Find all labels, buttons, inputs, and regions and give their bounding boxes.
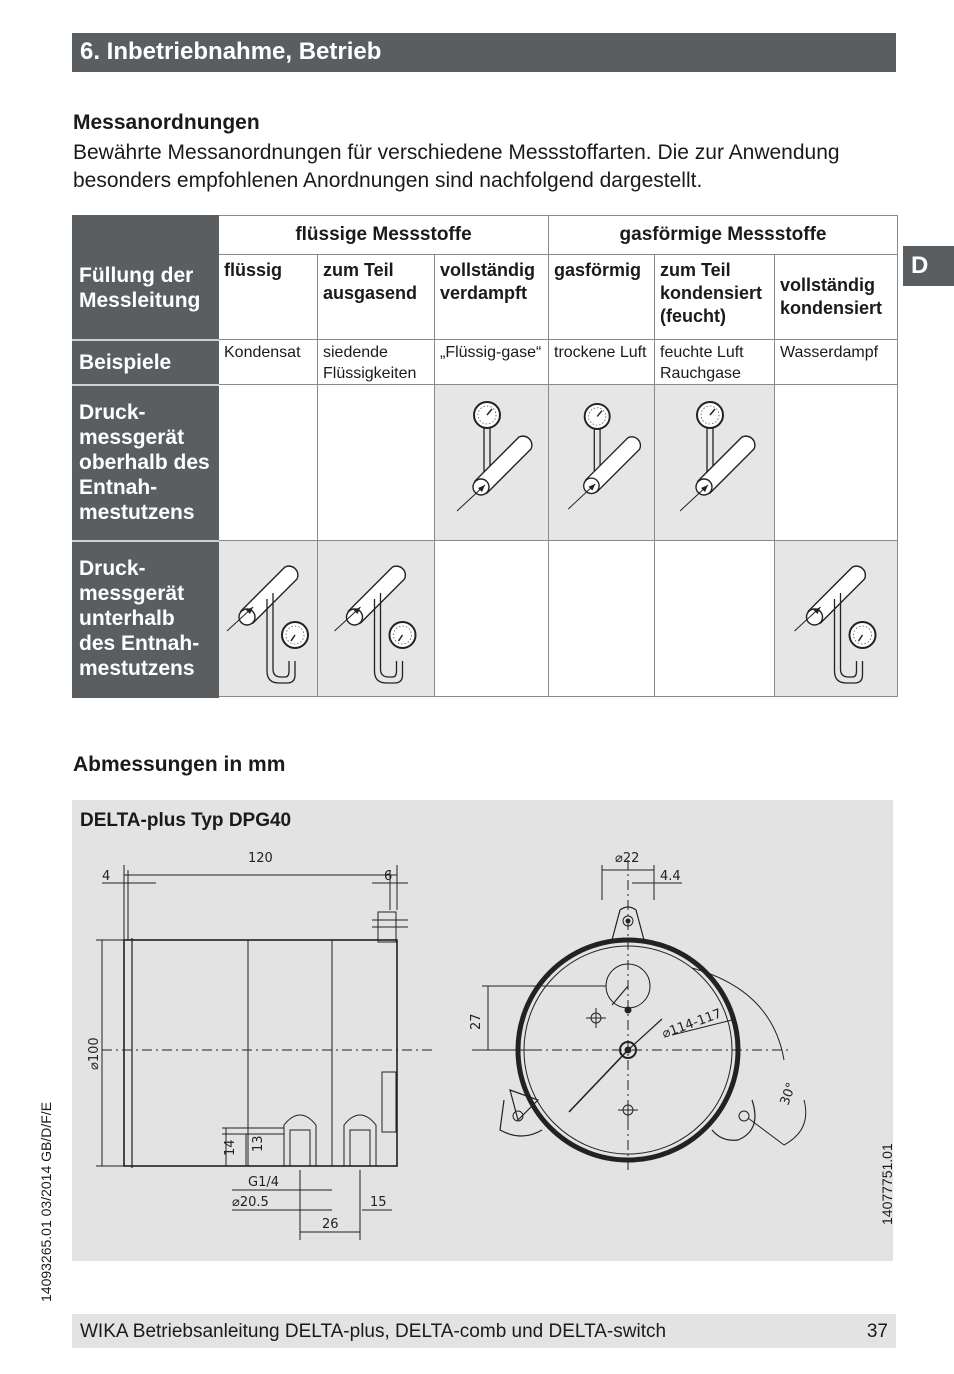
filling-cell: gasförmig — [549, 255, 655, 340]
dim-27-label: 27 — [469, 1013, 484, 1030]
gauge-below-icon — [219, 541, 318, 691]
section-header — [72, 33, 896, 72]
example-cell: „Flüssig-gase“ — [435, 340, 549, 385]
gauge-above-icon — [437, 385, 547, 525]
dimensions-heading: Abmessungen in mm — [73, 753, 286, 776]
figure-title: DELTA-plus Typ DPG40 — [80, 810, 292, 831]
filling-cell: zum Teil kondensiert (feucht) — [655, 255, 775, 340]
footer-text: WIKA Betriebsanleitung DELTA-plus, DELTA-comb und DELTA-switch — [80, 1321, 667, 1342]
dim-13-label: 13 — [251, 1135, 266, 1152]
filling-cell: flüssig — [219, 255, 318, 340]
dim-26-label: 26 — [322, 1217, 339, 1232]
process-connection-left — [284, 1115, 316, 1166]
arrangement-cell-above — [549, 385, 655, 541]
page-number: 37 — [866, 1321, 888, 1342]
dim-15-label: 15 — [370, 1195, 387, 1210]
technical-drawing — [72, 800, 893, 1261]
document-side-code: 14093265.01 03/2014 GB/D/F/E — [38, 1101, 54, 1302]
arrangement-cell-empty — [435, 541, 549, 697]
dim-thread-label: G1/4 — [248, 1175, 279, 1190]
arrangement-cell-above — [435, 385, 549, 541]
gauge-above-icon — [549, 385, 655, 525]
gauge-above-icon — [660, 385, 770, 525]
dim-connection-diameter-label: ⌀20.5 — [232, 1195, 269, 1210]
arrangement-cell-below — [219, 541, 318, 697]
dim-right-offset-label: 6 — [384, 869, 393, 884]
arrangement-cell-above — [655, 385, 775, 541]
dim-left-offset-label: 4 — [102, 869, 111, 884]
drawing-number: 14077751.01 — [879, 1143, 895, 1225]
dim-bore-label: ⌀22 — [615, 851, 640, 866]
process-connection-right — [344, 1115, 376, 1166]
dimension-drawing-panel — [72, 800, 893, 1261]
group-gaseous: gasförmige Messstoffe — [549, 216, 898, 255]
page-footer — [72, 1314, 896, 1348]
dim-4-4-label: 4.4 — [660, 869, 681, 884]
arrangement-cell-empty — [775, 385, 898, 541]
row-header-below: Druckmessgerät unterhalb des Entnahmestutzens — [73, 541, 219, 697]
example-cell: Wasserdampf — [775, 340, 898, 385]
arrangement-cell-empty — [219, 385, 318, 541]
dim-angle-label: 30° — [777, 1080, 800, 1108]
language-tab[interactable] — [903, 246, 954, 286]
arrangement-cell-empty — [318, 385, 435, 541]
row-header-examples: Beispiele — [73, 340, 219, 385]
section-title: 6. Inbetriebnahme, Betrieb — [80, 38, 382, 65]
example-cell: feuchte Luft Rauchgase — [655, 340, 775, 385]
housing-front-view — [500, 907, 755, 1160]
dim-width-label: 120 — [248, 851, 273, 866]
measurement-arrangement-table — [72, 215, 898, 698]
filling-cell: vollständig kondensiert — [775, 255, 898, 340]
measurement-intro: Bewährte Messanordnungen für verschiedene Messstoffarten. Die zur Anwendung besonders empfohlenen Anordnungen sind nachfolgend dargestellt. — [73, 141, 840, 192]
group-liquid: flüssige Messstoffe — [219, 216, 549, 255]
arrangement-cell-empty — [549, 541, 655, 697]
gauge-below-icon — [781, 541, 891, 691]
housing-side-view — [124, 940, 397, 1166]
dim-diameter-label: ⌀100 — [87, 1037, 102, 1070]
gauge-below-icon — [321, 541, 431, 691]
example-cell: Kondensat — [219, 340, 318, 385]
arrangement-cell-empty — [655, 541, 775, 697]
arrangement-cell-below — [318, 541, 435, 697]
example-cell: siedende Flüssigkeiten — [318, 340, 435, 385]
filling-cell: zum Teil ausgasend — [318, 255, 435, 340]
dim-dial-diameter-label: ⌀114-117 — [660, 1006, 724, 1042]
language-tab-label: D — [911, 252, 929, 279]
row-header-filling: Füllung der Messleitung — [73, 216, 219, 340]
filling-cell: vollständig verdampft — [435, 255, 549, 340]
example-cell: trockene Luft — [549, 340, 655, 385]
arrangement-cell-below — [775, 541, 898, 697]
dim-14-label: 14 — [223, 1139, 238, 1156]
row-header-above: Druckmessgerät oberhalb des Entnahmestutzens — [73, 385, 219, 541]
measurement-heading: Messanordnungen — [73, 111, 260, 134]
